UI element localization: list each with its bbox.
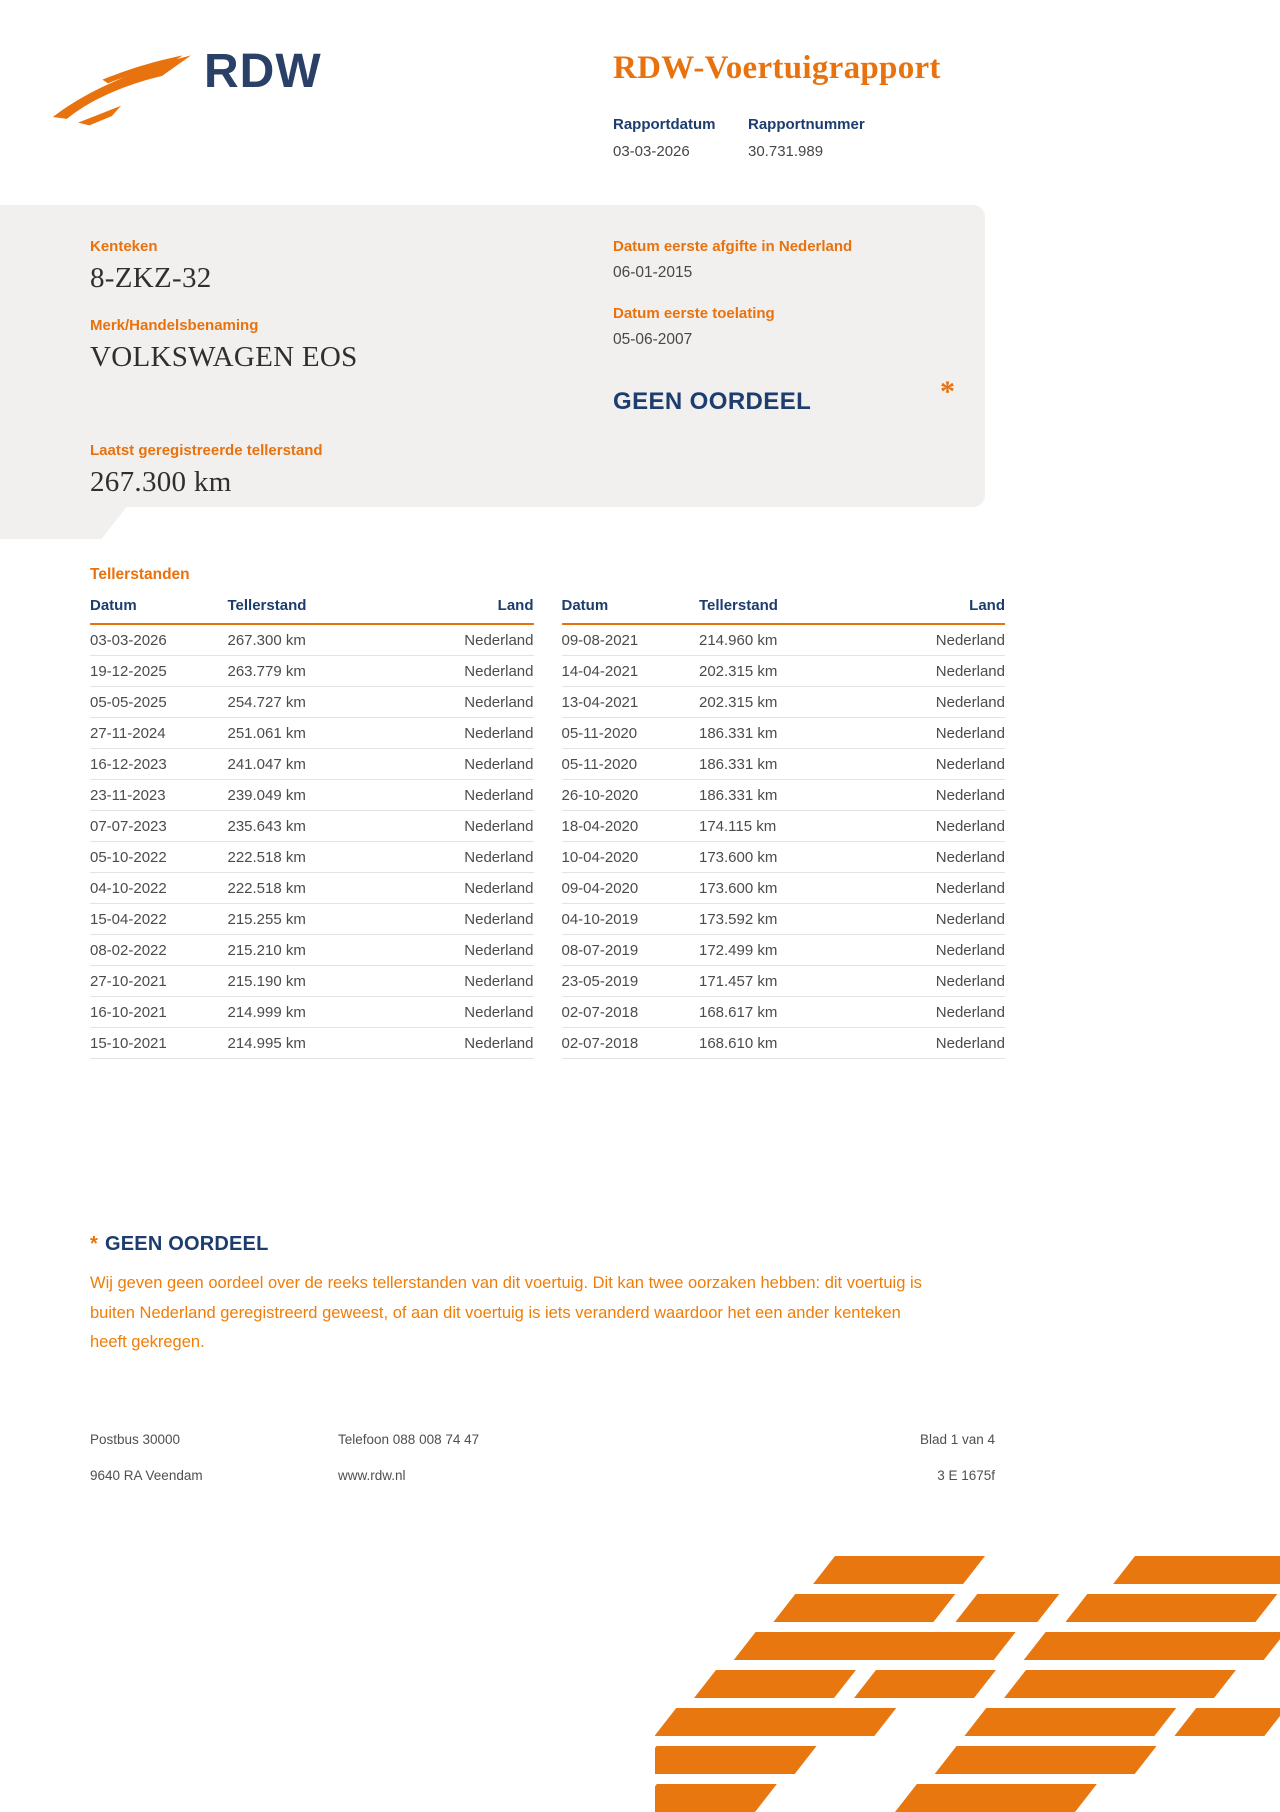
footer-row-2: [90, 1468, 995, 1483]
table-row: [562, 997, 1006, 1028]
table-cell: 04-10-2019: [562, 904, 699, 935]
table-cell: 04-10-2022: [90, 873, 227, 904]
table-cell: 202.315 km: [699, 656, 876, 687]
table-cell: Nederland: [405, 718, 534, 749]
footer-doc-code: 3 E 1675f: [937, 1468, 995, 1483]
column-header-land: Land: [405, 597, 534, 624]
table-cell: 05-11-2020: [562, 749, 699, 780]
table-cell: 08-07-2019: [562, 935, 699, 966]
table-cell: Nederland: [876, 904, 1005, 935]
table-row: [562, 718, 1006, 749]
table-cell: 222.518 km: [227, 873, 404, 904]
table-cell: 10-04-2020: [562, 842, 699, 873]
table-row: [562, 935, 1006, 966]
table-cell: Nederland: [876, 997, 1005, 1028]
tellerstanden-tables: [90, 597, 1005, 1059]
afgifte-label: Datum eerste afgifte in Nederland: [613, 238, 853, 255]
table-cell: 251.061 km: [227, 718, 404, 749]
table-cell: Nederland: [405, 687, 534, 718]
table-row: [562, 811, 1006, 842]
table-row: [90, 718, 534, 749]
table-body-right: [562, 624, 1006, 1059]
table-row: [562, 780, 1006, 811]
table-row: [562, 749, 1006, 780]
rdw-stripes-graphic: [655, 1556, 1280, 1812]
table-cell: Nederland: [405, 997, 534, 1028]
table-cell: Nederland: [876, 718, 1005, 749]
table-cell: Nederland: [876, 687, 1005, 718]
table-cell: 16-10-2021: [90, 997, 227, 1028]
table-cell: 173.600 km: [699, 842, 876, 873]
footer-row-1: [90, 1432, 995, 1447]
table-cell: 173.592 km: [699, 904, 876, 935]
table-row: [90, 904, 534, 935]
note-asterisk: *: [90, 1233, 98, 1255]
column-header-land: Land: [876, 597, 1005, 624]
table-cell: 15-10-2021: [90, 1028, 227, 1059]
footer-website: www.rdw.nl: [338, 1468, 406, 1483]
table-cell: Nederland: [876, 842, 1005, 873]
document-title: RDW-Voertuigrapport: [613, 50, 941, 86]
table-cell: 19-12-2025: [90, 656, 227, 687]
column-header-datum: Datum: [562, 597, 699, 624]
table-row: [90, 624, 534, 656]
table-cell: 26-10-2020: [562, 780, 699, 811]
table-cell: 214.960 km: [699, 624, 876, 656]
table-cell: 09-08-2021: [562, 624, 699, 656]
table-cell: 27-11-2024: [90, 718, 227, 749]
table-cell: 05-10-2022: [90, 842, 227, 873]
tellerstanden-table-right: [562, 597, 1006, 1059]
table-row: [90, 935, 534, 966]
footer-address-line2: 9640 RA Veendam: [90, 1468, 203, 1483]
table-cell: 14-04-2021: [562, 656, 699, 687]
table-cell: 214.995 km: [227, 1028, 404, 1059]
footer-address-line1: Postbus 30000: [90, 1432, 181, 1447]
summary-left-column: [90, 238, 358, 499]
footer-page-indicator: Blad 1 van 4: [919, 1432, 995, 1447]
tellerstanden-section: [90, 566, 1005, 1059]
table-cell: Nederland: [405, 966, 534, 997]
table-row: [90, 811, 534, 842]
report-meta: [613, 116, 865, 160]
table-cell: 202.315 km: [699, 687, 876, 718]
table-cell: 235.643 km: [227, 811, 404, 842]
table-cell: Nederland: [876, 966, 1005, 997]
table-cell: 254.727 km: [227, 687, 404, 718]
table-row: [90, 997, 534, 1028]
report-date: [613, 116, 748, 160]
table-cell: Nederland: [876, 780, 1005, 811]
footer-phone: Telefoon 088 008 74 47: [338, 1432, 480, 1447]
table-row: [562, 873, 1006, 904]
table-cell: Nederland: [876, 624, 1005, 656]
table-row: [90, 842, 534, 873]
vehicle-summary-panel: [0, 205, 985, 507]
table-cell: 15-04-2022: [90, 904, 227, 935]
table-cell: Nederland: [405, 935, 534, 966]
table-cell: 172.499 km: [699, 935, 876, 966]
table-cell: Nederland: [405, 904, 534, 935]
toelating-value: 05-06-2007: [613, 331, 693, 348]
table-cell: 08-02-2022: [90, 935, 227, 966]
report-date-value: 03-03-2026: [613, 143, 690, 160]
table-cell: 263.779 km: [227, 656, 404, 687]
table-cell: 02-07-2018: [562, 997, 699, 1028]
table-cell: 05-11-2020: [562, 718, 699, 749]
table-cell: Nederland: [876, 656, 1005, 687]
table-cell: 23-05-2019: [562, 966, 699, 997]
table-cell: 23-11-2023: [90, 780, 227, 811]
toelating-label: Datum eerste toelating: [613, 305, 775, 322]
table-cell: 13-04-2021: [562, 687, 699, 718]
table-cell: 174.115 km: [699, 811, 876, 842]
report-number-label: Rapportnummer: [748, 116, 865, 133]
table-cell: 173.600 km: [699, 873, 876, 904]
table-cell: 186.331 km: [699, 749, 876, 780]
table-row: [562, 966, 1006, 997]
summary-right-column: [613, 238, 973, 372]
merk-label: Merk/Handelsbenaming: [90, 317, 259, 334]
table-cell: 215.190 km: [227, 966, 404, 997]
table-cell: 07-07-2023: [90, 811, 227, 842]
table-header-row: [562, 597, 1006, 624]
table-cell: Nederland: [405, 842, 534, 873]
oordeel-asterisk: *: [940, 375, 955, 408]
table-cell: Nederland: [405, 749, 534, 780]
table-cell: Nederland: [405, 811, 534, 842]
table-cell: Nederland: [876, 873, 1005, 904]
table-row: [90, 656, 534, 687]
tellerstand-label: Laatst geregistreerde tellerstand: [90, 442, 323, 459]
table-cell: 02-07-2018: [562, 1028, 699, 1059]
rdw-logo: [52, 45, 322, 128]
table-cell: Nederland: [405, 1028, 534, 1059]
oordeel-status: GEEN OORDEEL: [613, 388, 812, 415]
table-cell: Nederland: [405, 780, 534, 811]
table-row: [562, 904, 1006, 935]
table-cell: 18-04-2020: [562, 811, 699, 842]
table-cell: 27-10-2021: [90, 966, 227, 997]
table-row: [90, 687, 534, 718]
table-row: [562, 842, 1006, 873]
report-date-label: Rapportdatum: [613, 116, 716, 133]
report-number: [748, 116, 865, 160]
table-row: [90, 1028, 534, 1059]
table-row: [90, 749, 534, 780]
note-body: Wij geven geen oordeel over de reeks tellerstanden van dit voertuig. Dit kan twee oorzaken hebben: dit voertuig is buiten Nederland geregistreerd geweest, of aan dit voertuig is iets veranderd waardoor het een ander kenteken heeft gekregen.: [90, 1274, 922, 1352]
column-header-tellerstand: Tellerstand: [699, 597, 876, 624]
table-cell: 05-05-2025: [90, 687, 227, 718]
table-cell: Nederland: [876, 1028, 1005, 1059]
table-body-left: [90, 624, 534, 1059]
table-header-row: [90, 597, 534, 624]
table-row: [562, 624, 1006, 656]
report-number-value: 30.731.989: [748, 143, 824, 160]
page-footer: [90, 1432, 995, 1504]
geen-oordeel-note: [90, 1233, 935, 1358]
merk-value: VOLKSWAGEN EOS: [90, 341, 358, 373]
table-cell: Nederland: [405, 873, 534, 904]
kenteken-label: Kenteken: [90, 238, 158, 255]
tellerstanden-title: Tellerstanden: [90, 566, 190, 583]
table-cell: 241.047 km: [227, 749, 404, 780]
panel-tail-shape: [0, 505, 128, 539]
table-cell: 186.331 km: [699, 718, 876, 749]
table-row: [90, 780, 534, 811]
table-cell: 171.457 km: [699, 966, 876, 997]
table-cell: 215.255 km: [227, 904, 404, 935]
table-cell: 239.049 km: [227, 780, 404, 811]
afgifte-value: 06-01-2015: [613, 264, 693, 281]
column-header-tellerstand: Tellerstand: [227, 597, 404, 624]
table-cell: 222.518 km: [227, 842, 404, 873]
table-cell: 168.610 km: [699, 1028, 876, 1059]
note-title: [90, 1233, 935, 1256]
table-cell: 215.210 km: [227, 935, 404, 966]
table-row: [90, 966, 534, 997]
table-cell: 168.617 km: [699, 997, 876, 1028]
rdw-logo-text: RDW: [204, 45, 322, 98]
table-cell: Nederland: [876, 749, 1005, 780]
table-cell: 267.300 km: [227, 624, 404, 656]
table-cell: Nederland: [405, 624, 534, 656]
table-row: [562, 656, 1006, 687]
table-cell: 03-03-2026: [90, 624, 227, 656]
tellerstanden-table-left: [90, 597, 534, 1059]
note-title-text: GEEN OORDEEL: [104, 1233, 269, 1255]
kenteken-value: 8-ZKZ-32: [90, 262, 212, 294]
table-cell: 186.331 km: [699, 780, 876, 811]
table-row: [562, 687, 1006, 718]
table-cell: 16-12-2023: [90, 749, 227, 780]
rdw-wing-icon: [52, 50, 192, 128]
column-header-datum: Datum: [90, 597, 227, 624]
table-row: [90, 873, 534, 904]
table-row: [562, 1028, 1006, 1059]
table-cell: Nederland: [405, 656, 534, 687]
table-cell: Nederland: [876, 811, 1005, 842]
table-cell: 09-04-2020: [562, 873, 699, 904]
table-cell: 214.999 km: [227, 997, 404, 1028]
table-cell: Nederland: [876, 935, 1005, 966]
tellerstand-value: 267.300 km: [90, 466, 232, 498]
